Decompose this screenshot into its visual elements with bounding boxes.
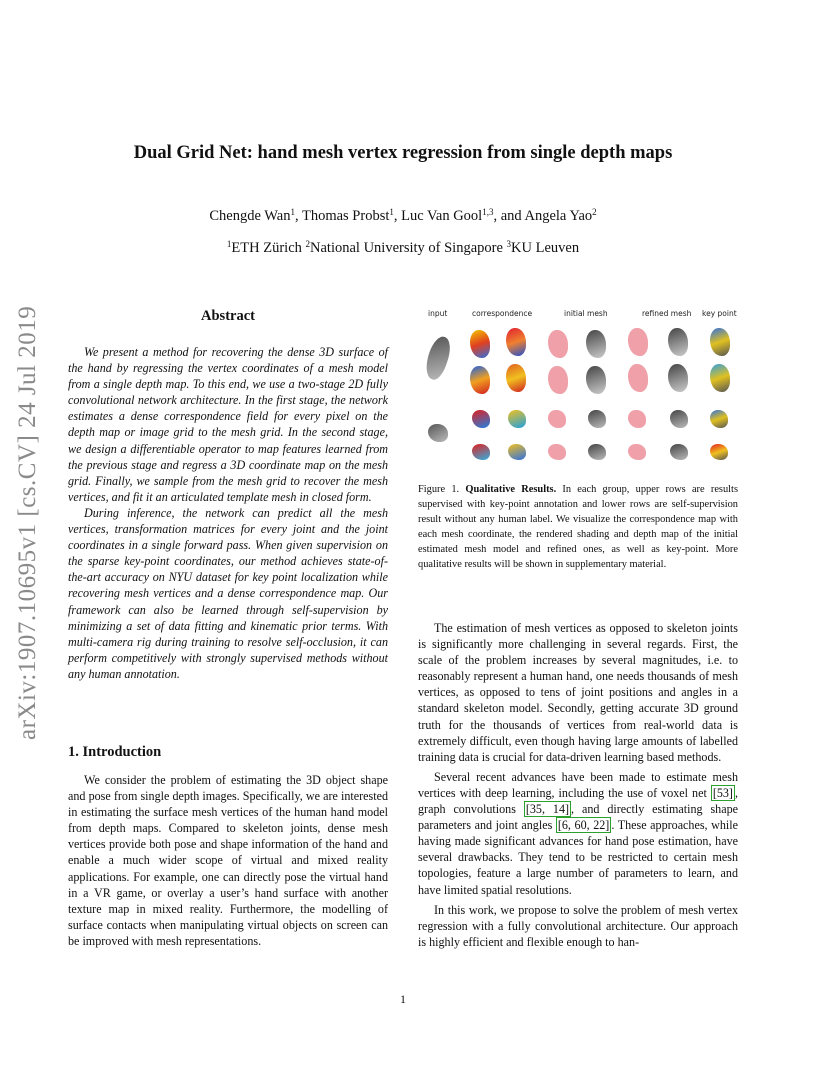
hand-image (710, 410, 728, 428)
hand-image (548, 366, 568, 394)
arxiv-identifier: arXiv:1907.10695v1 [cs.CV] 24 Jul 2019 (14, 305, 41, 740)
author-separator: , and (493, 208, 525, 224)
figure-qualitative-results (418, 306, 744, 476)
section-heading-introduction: 1. Introduction (68, 744, 162, 760)
figure-column-label: input (428, 309, 448, 318)
author-separator: , (294, 208, 302, 224)
paper-title: Dual Grid Net: hand mesh vertex regression from single depth maps (133, 143, 673, 163)
body-paragraph (418, 769, 738, 898)
hand-image (628, 364, 648, 392)
caption-prefix: Figure 1. (418, 484, 466, 495)
text-run: , and directly estimating shape parameters and joint angles (418, 802, 739, 833)
abstract-paragraph: During inference, the network can predict all the mesh vertices, transformation matrices for every joint and the joint coordinates in a single forward pass. When given supervision on the sparse key-point coordinates, our method achieves state-of-the-art accuracy on NYU dataset for key point localization while recovering mesh vertices and a dense correspondence map. Our framework can also be learned through self-supervision by minimizing a set of data fitting and kinematic prior terms. With multi-camera rig during training to resolve self-occlusion, it can perform competitively with strongly supervised methods without any human annotation. (68, 505, 388, 681)
hand-image (710, 364, 730, 392)
hand-image (548, 330, 568, 358)
introduction-body (68, 772, 388, 949)
text-run: . These approaches, while having made significant advances for hand pose estimation, have several drawbacks. They tend to be restricted to certain mesh topologies, feature a large number of parameters to learn, and have limited spatial resolutions. (418, 818, 739, 897)
hand-image (670, 410, 688, 428)
hand-image (628, 328, 648, 356)
page-number: 1 (400, 992, 406, 1006)
author-affiliation-mark: 1 (389, 207, 394, 217)
citation-link[interactable]: [6, 60, 22] (557, 818, 610, 833)
hand-image (586, 330, 606, 358)
author-name: Thomas Probst (301, 208, 390, 224)
abstract-body (68, 344, 388, 682)
caption-title: Qualitative Results. (465, 484, 557, 495)
text-run: Several recent advances have been made to estimate mesh vertices with deep learning, including the use of voxel net (418, 769, 738, 800)
figure-caption (418, 482, 738, 572)
body-paragraph: The estimation of mesh vertices as opposed to skeleton joints is significantly more challenging in several regards. First, the scale of the problem increases by several magnitudes, i.e. to reasonably represent a human hand, one needs thousands of mesh vertices, as opposed to tens of joint positions and angles in a standard skeleton model. Secondly, getting accurate 3D ground truth for the thousands of vertices from real-world data is extremely difficult, even though having large amounts of labelled training data is crucial for data-driven learning based methods. (418, 621, 738, 764)
hand-image (470, 330, 490, 358)
affiliation-name: National University of Singapore (310, 240, 503, 256)
hand-image (428, 424, 448, 442)
hand-image (548, 410, 566, 428)
caption-text: In each group, upper rows are results supervised with key-point annotation and lower rows are self-supervision result without any human label. We visualize the correspondence map with each mesh coordinate, the rendered shading and depth map of the initial estimated mesh model and refined ones, as well as key-point. More qualitative results will be shown in supplementary material. (418, 484, 738, 570)
affiliation-name: KU Leuven (511, 240, 580, 256)
hand-image (470, 366, 490, 394)
hand-image (670, 444, 688, 460)
hand-image (548, 444, 566, 460)
author-affiliation-mark: 1 (290, 207, 295, 217)
author-name: Chengde Wan (209, 208, 291, 224)
figure-column-label: correspondence (472, 309, 533, 318)
affiliation-name: ETH Zürich (231, 240, 302, 256)
author-list (0, 208, 806, 225)
hand-image (472, 444, 490, 460)
hand-image (668, 364, 688, 392)
hand-image (506, 364, 526, 392)
abstract-heading: Abstract (201, 308, 255, 324)
affiliation-list (0, 240, 806, 257)
right-column-body (418, 620, 738, 950)
author-name: Luc Van Gool (401, 208, 483, 224)
citation-link[interactable]: [35, 14] (525, 802, 570, 817)
hand-image (710, 444, 728, 460)
hand-image (668, 328, 688, 356)
hand-image (628, 444, 646, 460)
abstract-paragraph: We present a method for recovering the dense 3D surface of the hand by regressing the vertex coordinates of a mesh model from a single depth map. To this end, we use a two-stage 2D fully convolutional network architecture. In the first stage, the network estimates a dense correspondence field for every pixel on the depth map or image grid to the mesh grid. In the second stage, we design a differentiable operator to map features learned from the previous stage and regress a 3D coordinate map on the mesh grid. Finally, we sample from the mesh grid to recover the mesh vertices, and fit it an articulated template mesh in closed form. (68, 345, 388, 504)
hand-image (508, 410, 526, 428)
hand-image (586, 366, 606, 394)
body-paragraph: In this work, we propose to solve the problem of mesh vertex regression with a fully convolutional architecture. Our approach is highly efficient and flexible enough to han- (418, 902, 738, 949)
citation-link[interactable]: [53] (712, 785, 733, 800)
affiliation-mark: 3 (506, 239, 512, 249)
author-name: Angela Yao (524, 208, 593, 224)
hand-image (421, 334, 455, 382)
hand-image (710, 328, 730, 356)
text-run: , graph convolutions (418, 785, 738, 817)
hand-image (588, 444, 606, 460)
hand-image (472, 410, 490, 428)
hand-image (628, 410, 646, 428)
figure-column-label: key point (702, 309, 737, 318)
intro-paragraph: We consider the problem of estimating the 3D object shape and pose from single depth images. Specifically, we are interested in estimating the surface mesh vertices of the human hand model from depth maps. Compared to skeleton joints, dense mesh vertices provide both pose and shape information of the hand and enable a much wider scope of virtual and mixed reality applications. For example, one can directly pose the virtual hand in a VR game, or overlay a user’s hand surface with another texture map in mixed reality. Furthermore, the modelling of surface contacts when manipulating virtual objects on screen can be improved with mesh representations. (68, 773, 388, 948)
affiliation-mark: 1 (226, 239, 232, 249)
hand-image (508, 444, 526, 460)
author-separator: , (393, 208, 402, 224)
author-affiliation-mark: 2 (592, 207, 597, 217)
figure-column-label: initial mesh (564, 309, 608, 318)
author-affiliation-mark: 1,3 (482, 207, 494, 217)
figure-column-label: refined mesh (642, 309, 692, 318)
hand-image (506, 328, 526, 356)
affiliation-mark: 2 (305, 239, 311, 249)
hand-image (588, 410, 606, 428)
